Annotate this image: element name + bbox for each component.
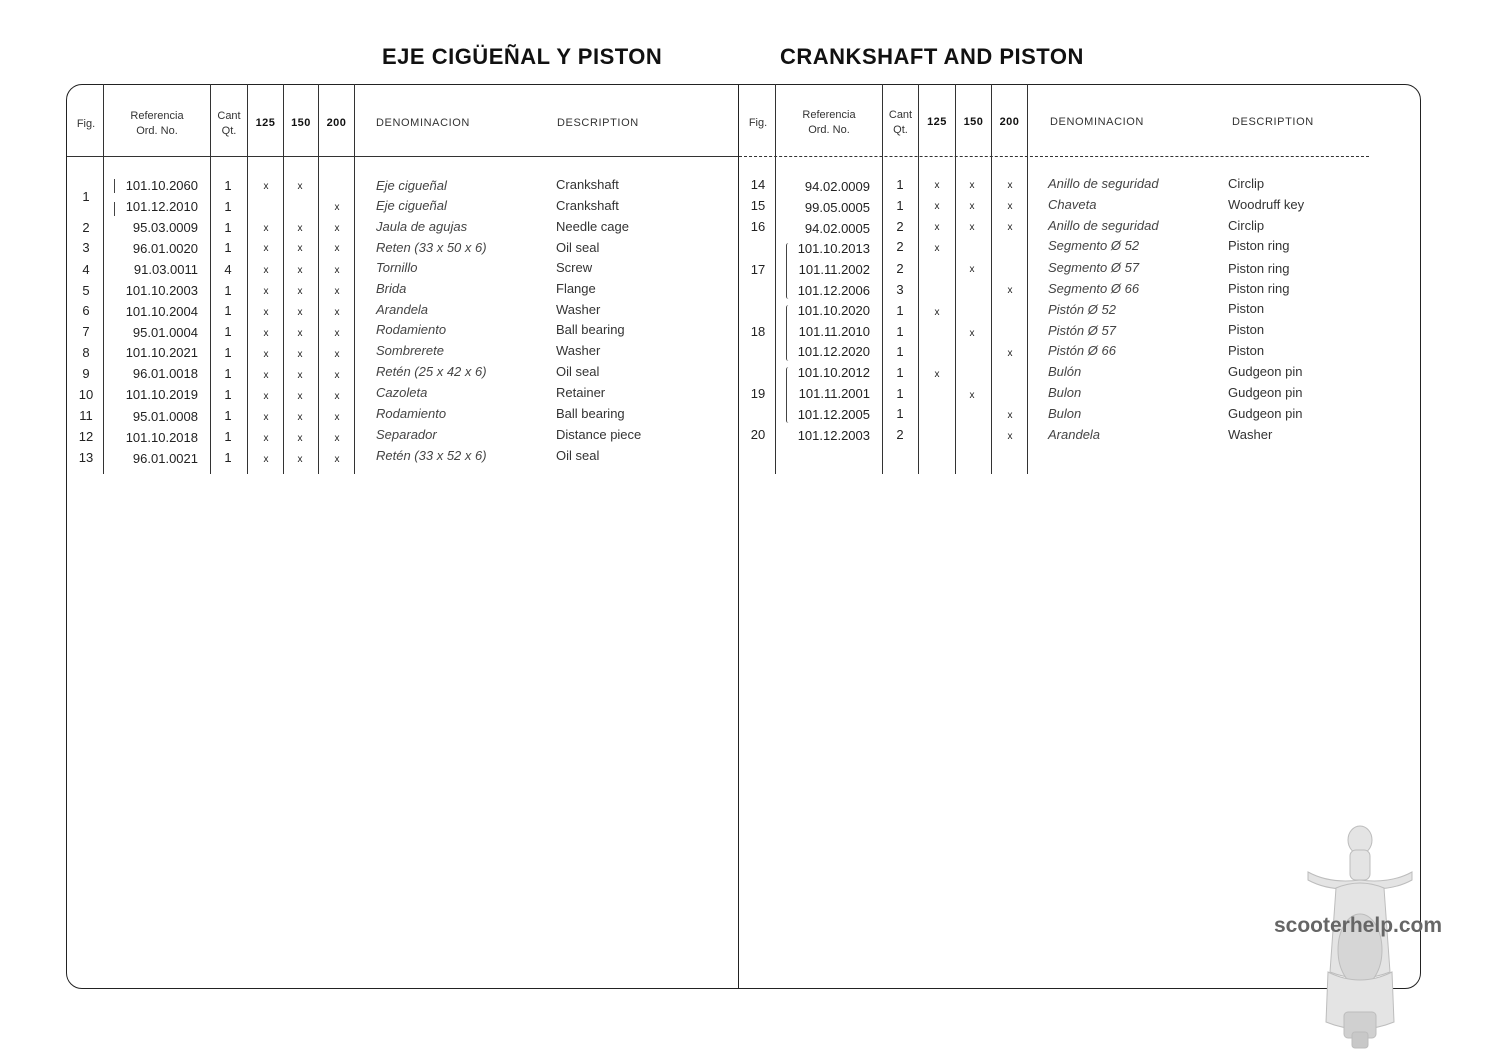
mark-200: x bbox=[334, 433, 340, 444]
ref-number: 101.10.2004 bbox=[125, 304, 198, 319]
quantity: 1 bbox=[896, 365, 904, 380]
mark-150: x bbox=[969, 180, 975, 191]
col-divider bbox=[318, 84, 319, 474]
mark-200: x bbox=[1007, 201, 1013, 212]
ref-number: 101.12.2020 bbox=[797, 344, 870, 359]
mark-125: x bbox=[263, 349, 269, 360]
denominacion: Bulon bbox=[1048, 406, 1082, 421]
group-brace bbox=[786, 367, 791, 423]
mark-150: x bbox=[297, 286, 303, 297]
description: Screw bbox=[556, 260, 593, 275]
fig-number: 20 bbox=[750, 427, 766, 442]
quantity: 1 bbox=[224, 366, 232, 381]
mark-125: x bbox=[263, 391, 269, 402]
description: Gudgeon pin bbox=[1228, 385, 1303, 400]
denominacion: Reten (33 x 50 x 6) bbox=[376, 240, 487, 255]
ref-number: 101.10.2003 bbox=[125, 283, 198, 298]
ref-number: 96.01.0020 bbox=[132, 241, 198, 256]
mark-200: x bbox=[1007, 410, 1013, 421]
header-125: 125 bbox=[255, 117, 276, 129]
description: Gudgeon pin bbox=[1228, 364, 1303, 379]
quantity: 1 bbox=[896, 386, 904, 401]
mark-150: x bbox=[297, 349, 303, 360]
quantity: 1 bbox=[896, 344, 904, 359]
denominacion: Segmento Ø 66 bbox=[1048, 281, 1140, 296]
denominacion: Pistón Ø 52 bbox=[1048, 302, 1116, 317]
col-divider bbox=[1027, 84, 1028, 474]
header-fig: Fig. bbox=[76, 118, 96, 130]
col-divider bbox=[283, 84, 284, 474]
col-divider bbox=[247, 84, 248, 474]
page-title-english: CRANKSHAFT AND PISTON bbox=[780, 44, 1084, 69]
denominacion: Brida bbox=[376, 281, 407, 296]
ref-number: 101.11.2002 bbox=[798, 262, 870, 277]
fig-number: 6 bbox=[82, 303, 90, 318]
description: Crankshaft bbox=[556, 198, 619, 213]
header-200: 200 bbox=[999, 116, 1020, 128]
mark-125: x bbox=[263, 412, 269, 423]
fig-number: 2 bbox=[82, 220, 90, 235]
ref-number: 95.03.0009 bbox=[132, 220, 198, 235]
group-brace bbox=[786, 243, 791, 299]
description: Ball bearing bbox=[556, 322, 625, 337]
denominacion: Arandela bbox=[376, 302, 429, 317]
mark-125: x bbox=[934, 201, 940, 212]
header-qty-line2: Qt. bbox=[221, 125, 237, 137]
ref-number: 95.01.0008 bbox=[132, 409, 198, 424]
group-brace bbox=[786, 305, 791, 361]
description: Piston ring bbox=[1228, 238, 1290, 253]
quantity: 1 bbox=[896, 324, 904, 339]
fig-number: 19 bbox=[750, 386, 766, 401]
description: Oil seal bbox=[556, 448, 600, 463]
mark-150: x bbox=[297, 265, 303, 276]
mark-125: x bbox=[263, 181, 269, 192]
fig-number: 4 bbox=[82, 262, 90, 277]
ref-number: 94.02.0005 bbox=[804, 221, 870, 236]
description: Crankshaft bbox=[556, 177, 619, 192]
header-description: DESCRIPTION bbox=[1232, 116, 1314, 128]
col-divider bbox=[918, 84, 919, 474]
denominacion: Bulón bbox=[1048, 364, 1082, 379]
mark-200: x bbox=[334, 223, 340, 234]
ref-number: 91.03.0011 bbox=[133, 262, 198, 277]
fig-number: 11 bbox=[79, 408, 93, 423]
mark-200: x bbox=[1007, 348, 1013, 359]
mark-200: x bbox=[334, 412, 340, 423]
description: Circlip bbox=[1228, 218, 1265, 233]
ref-number: 101.10.2060 bbox=[125, 178, 198, 193]
header-ref-line1: Referencia bbox=[130, 110, 184, 122]
fig-number: 13 bbox=[78, 450, 94, 465]
mark-125: x bbox=[263, 243, 269, 254]
mark-150: x bbox=[297, 181, 303, 192]
denominacion: Retén (33 x 52 x 6) bbox=[376, 448, 487, 463]
ref-number: 101.10.2018 bbox=[125, 430, 198, 445]
quantity: 2 bbox=[896, 219, 904, 234]
header-qty-line1: Cant bbox=[217, 110, 241, 122]
mark-125: x bbox=[263, 433, 269, 444]
mark-125: x bbox=[263, 454, 269, 465]
fig-number: 18 bbox=[750, 324, 766, 339]
header-description: DESCRIPTION bbox=[557, 117, 639, 129]
mark-200: x bbox=[334, 286, 340, 297]
quantity: 1 bbox=[224, 429, 232, 444]
ref-number: 96.01.0021 bbox=[132, 451, 198, 466]
mark-150: x bbox=[297, 412, 303, 423]
mark-150: x bbox=[297, 328, 303, 339]
header-150: 150 bbox=[291, 117, 311, 129]
fig-number: 17 bbox=[750, 262, 766, 277]
header-125: 125 bbox=[927, 116, 947, 128]
quantity: 1 bbox=[224, 283, 232, 298]
denominacion: Rodamiento bbox=[376, 322, 447, 337]
mark-150: x bbox=[297, 243, 303, 254]
description: Gudgeon pin bbox=[1228, 406, 1303, 421]
col-divider bbox=[882, 84, 883, 474]
header-qty-line1: Cant bbox=[888, 109, 913, 121]
ref-number: 101.12.2010 bbox=[125, 199, 198, 214]
ref-number: 95.01.0004 bbox=[132, 325, 198, 340]
page-title-spanish: EJE CIGÜEÑAL Y PISTON bbox=[382, 44, 663, 69]
group-brace bbox=[114, 179, 119, 193]
description: Piston bbox=[1228, 322, 1265, 337]
col-divider bbox=[354, 84, 355, 474]
header-ref bbox=[104, 109, 210, 139]
mark-200: x bbox=[1007, 431, 1013, 442]
header-ref bbox=[776, 108, 882, 138]
denominacion: Anillo de seguridad bbox=[1048, 176, 1159, 191]
mark-150: x bbox=[297, 454, 303, 465]
denominacion: Anillo de seguridad bbox=[1048, 218, 1159, 233]
ref-number: 101.12.2006 bbox=[797, 283, 870, 298]
quantity: 1 bbox=[896, 198, 904, 213]
mark-200: x bbox=[334, 328, 340, 339]
quantity: 1 bbox=[896, 177, 904, 192]
header-ref-line2: Ord. No. bbox=[808, 124, 850, 136]
fig-number: 9 bbox=[82, 366, 90, 381]
denominacion: Pistón Ø 57 bbox=[1048, 323, 1116, 338]
description: Piston ring bbox=[1228, 261, 1290, 276]
mark-150: x bbox=[969, 390, 975, 401]
mark-125: x bbox=[263, 286, 269, 297]
left-header-rule bbox=[67, 156, 738, 157]
quantity: 1 bbox=[224, 345, 232, 360]
description: Washer bbox=[1228, 427, 1273, 442]
description: Needle cage bbox=[556, 219, 629, 234]
description: Piston bbox=[1228, 343, 1265, 358]
mark-150: x bbox=[969, 264, 975, 275]
mark-150: x bbox=[297, 370, 303, 381]
mark-125: x bbox=[263, 223, 269, 234]
description: Washer bbox=[556, 343, 601, 358]
description: Circlip bbox=[1228, 176, 1265, 191]
group-brace bbox=[114, 202, 119, 216]
header-qty bbox=[883, 108, 918, 138]
fig-number: 10 bbox=[78, 387, 94, 402]
ref-number: 96.01.0018 bbox=[132, 366, 198, 381]
mark-150: x bbox=[969, 222, 975, 233]
col-divider bbox=[210, 84, 211, 474]
quantity: 3 bbox=[896, 282, 904, 297]
fig-number: 16 bbox=[750, 219, 766, 234]
denominacion: Bulon bbox=[1048, 385, 1082, 400]
ref-number: 101.10.2019 bbox=[125, 387, 198, 402]
mark-125: x bbox=[934, 243, 940, 254]
mark-200: x bbox=[334, 307, 340, 318]
quantity: 1 bbox=[224, 240, 232, 255]
quantity: 1 bbox=[224, 387, 232, 402]
description: Flange bbox=[556, 281, 596, 296]
fig-number: 12 bbox=[78, 429, 94, 444]
mark-200: x bbox=[334, 243, 340, 254]
mark-150: x bbox=[969, 201, 975, 212]
fig-number: 15 bbox=[750, 198, 766, 213]
ref-number: 101.10.2013 bbox=[797, 241, 870, 256]
mark-150: x bbox=[297, 307, 303, 318]
mark-125: x bbox=[934, 307, 940, 318]
denominacion: Segmento Ø 52 bbox=[1048, 238, 1140, 253]
denominacion: Pistón Ø 66 bbox=[1048, 343, 1116, 358]
denominacion: Jaula de agujas bbox=[376, 219, 468, 234]
denominacion: Arandela bbox=[1048, 427, 1101, 442]
denominacion: Cazoleta bbox=[376, 385, 428, 400]
quantity: 1 bbox=[896, 406, 904, 421]
mark-200: x bbox=[334, 370, 340, 381]
watermark-text: scooterhelp.com bbox=[1274, 914, 1443, 937]
quantity: 1 bbox=[224, 450, 232, 465]
description: Piston bbox=[1228, 301, 1265, 316]
ref-number: 101.11.2010 bbox=[798, 324, 870, 339]
quantity: 2 bbox=[896, 239, 904, 254]
mark-200: x bbox=[334, 454, 340, 465]
description: Ball bearing bbox=[556, 406, 625, 421]
header-denominacion: DENOMINACION bbox=[1050, 116, 1144, 128]
header-150: 150 bbox=[963, 116, 984, 128]
quantity: 1 bbox=[224, 324, 232, 339]
quantity: 2 bbox=[896, 261, 904, 276]
ref-number: 101.10.2012 bbox=[797, 365, 870, 380]
mark-150: x bbox=[297, 433, 303, 444]
description: Retainer bbox=[556, 385, 606, 400]
mark-200: x bbox=[1007, 285, 1013, 296]
mark-125: x bbox=[934, 369, 940, 380]
header-fig: Fig. bbox=[748, 117, 768, 129]
denominacion: Separador bbox=[376, 427, 437, 442]
fig-number: 8 bbox=[82, 345, 90, 360]
denominacion: Rodamiento bbox=[376, 406, 447, 421]
col-divider bbox=[955, 84, 956, 474]
denominacion: Segmento Ø 57 bbox=[1048, 260, 1140, 275]
mark-125: x bbox=[263, 328, 269, 339]
right-header-rule bbox=[739, 156, 1369, 157]
ref-number: 101.12.2005 bbox=[797, 407, 870, 422]
mark-200: x bbox=[1007, 180, 1013, 191]
mark-125: x bbox=[263, 370, 269, 381]
denominacion: Tornillo bbox=[376, 260, 418, 275]
denominacion: Sombrerete bbox=[376, 343, 444, 358]
mark-200: x bbox=[334, 265, 340, 276]
denominacion: Eje cigueñal bbox=[376, 178, 447, 193]
ref-number: 101.12.2003 bbox=[797, 428, 870, 443]
ref-number: 101.10.2021 bbox=[125, 345, 198, 360]
mark-125: x bbox=[934, 222, 940, 233]
mark-125: x bbox=[263, 307, 269, 318]
header-ref-line1: Referencia bbox=[802, 109, 856, 121]
description: Distance piece bbox=[556, 427, 642, 442]
description: Washer bbox=[556, 302, 601, 317]
header-200: 200 bbox=[326, 117, 347, 129]
denominacion: Chaveta bbox=[1048, 197, 1097, 212]
description: Woodruff key bbox=[1228, 197, 1305, 212]
description: Oil seal bbox=[556, 240, 600, 255]
fig-number: 14 bbox=[750, 177, 766, 192]
quantity: 1 bbox=[896, 303, 904, 318]
fig-number: 5 bbox=[82, 283, 90, 298]
mark-125: x bbox=[934, 180, 940, 191]
mark-150: x bbox=[297, 391, 303, 402]
quantity: 2 bbox=[896, 427, 904, 442]
description: Piston ring bbox=[1228, 281, 1290, 296]
ref-number: 101.10.2020 bbox=[797, 303, 870, 318]
fig-number: 1 bbox=[82, 189, 90, 204]
header-ref-line2: Ord. No. bbox=[136, 125, 178, 137]
col-divider bbox=[991, 84, 992, 474]
denominacion: Retén (25 x 42 x 6) bbox=[376, 364, 487, 379]
quantity: 1 bbox=[224, 303, 232, 318]
mark-200: x bbox=[334, 202, 340, 213]
quantity: 1 bbox=[224, 408, 232, 423]
quantity: 1 bbox=[224, 220, 232, 235]
denominacion: Eje cigueñal bbox=[376, 198, 447, 213]
description: Oil seal bbox=[556, 364, 600, 379]
ref-number: 94.02.0009 bbox=[804, 179, 870, 194]
mark-200: x bbox=[1007, 222, 1013, 233]
header-denominacion: DENOMINACION bbox=[376, 117, 470, 129]
fig-number: 7 bbox=[82, 324, 90, 339]
header-qty-line2: Qt. bbox=[893, 124, 908, 136]
header-qty bbox=[211, 109, 247, 139]
fig-number: 3 bbox=[82, 240, 90, 255]
ref-number: 99.05.0005 bbox=[804, 200, 870, 215]
quantity: 4 bbox=[224, 262, 232, 277]
mark-150: x bbox=[297, 223, 303, 234]
table-divider bbox=[738, 84, 739, 989]
mark-125: x bbox=[263, 265, 269, 276]
mark-200: x bbox=[334, 391, 340, 402]
mark-150: x bbox=[969, 328, 975, 339]
ref-number: 101.11.2001 bbox=[798, 386, 870, 401]
quantity: 1 bbox=[224, 178, 232, 193]
mark-200: x bbox=[334, 349, 340, 360]
quantity: 1 bbox=[224, 199, 232, 214]
